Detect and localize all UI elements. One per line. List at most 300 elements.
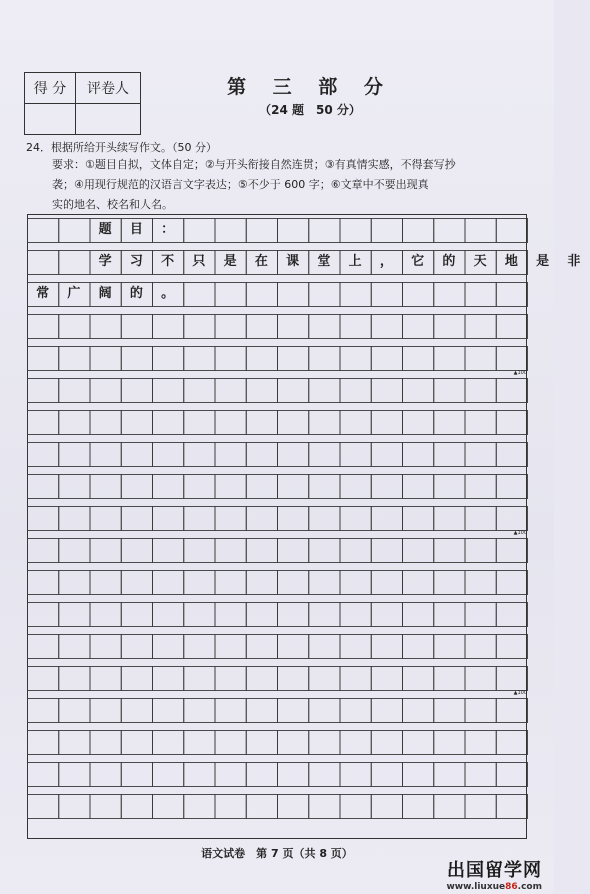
grid-cell <box>215 411 246 435</box>
grid-row <box>28 699 528 723</box>
grid-cell <box>121 347 152 371</box>
grid-cell <box>496 411 527 435</box>
grid-cell <box>121 699 152 723</box>
grid-cell <box>496 443 527 467</box>
grid-cell <box>309 443 340 467</box>
grid-char: 是 <box>223 254 237 269</box>
grid-cell <box>121 507 152 531</box>
grid-char: 是 <box>536 254 550 269</box>
grid-cell <box>309 347 340 371</box>
grid-cell <box>340 443 371 467</box>
score-box <box>24 72 141 135</box>
grid-cell <box>309 635 340 659</box>
grid-cell <box>371 731 402 755</box>
grid-cell <box>434 411 465 435</box>
grid-cell <box>465 315 496 339</box>
grid-cell <box>403 475 434 499</box>
grid-cell <box>59 539 90 563</box>
grid-cell <box>28 475 59 499</box>
grid-cell <box>403 731 434 755</box>
grid-char: 。 <box>161 286 175 301</box>
grid-row <box>28 763 528 787</box>
grid-cell <box>184 667 215 691</box>
grid-cell <box>309 763 340 787</box>
grid-cell <box>403 347 434 371</box>
grid-cell <box>215 571 246 595</box>
grid-cell <box>28 763 59 787</box>
grid-cell <box>90 667 121 691</box>
grid-cell <box>465 603 496 627</box>
grid-cell <box>59 795 90 819</box>
grid-cell <box>59 507 90 531</box>
grid-cell <box>153 411 184 435</box>
grid-cell <box>340 635 371 659</box>
grid-cell <box>465 411 496 435</box>
grid-cell <box>278 667 309 691</box>
grid-row <box>28 603 528 627</box>
grid-cell <box>121 731 152 755</box>
grid-char: 习 <box>129 254 143 269</box>
grid-cell <box>496 315 527 339</box>
grid-cell <box>215 315 246 339</box>
grid-cell <box>246 507 277 531</box>
grid-cell <box>340 731 371 755</box>
grid-cell <box>465 795 496 819</box>
grid-cell <box>59 571 90 595</box>
grid-cell <box>59 635 90 659</box>
watermark-title: 出国留学网 <box>447 860 542 881</box>
grid-cell <box>403 315 434 339</box>
grid-cell <box>278 603 309 627</box>
grid-cell <box>434 667 465 691</box>
grid-cell <box>153 539 184 563</box>
grid-cell <box>184 411 215 435</box>
grid-cell <box>371 507 402 531</box>
grid-cell <box>246 603 277 627</box>
grid-cell <box>215 667 246 691</box>
grid-cell <box>434 603 465 627</box>
grid-cell <box>28 411 59 435</box>
grid-char: ， <box>379 254 393 269</box>
grid-cell <box>153 763 184 787</box>
grid-cell <box>28 539 59 563</box>
grid-cell <box>496 507 527 531</box>
grid-cell <box>278 347 309 371</box>
grid-cell <box>184 603 215 627</box>
grid-cell <box>28 795 59 819</box>
grid-cell <box>153 699 184 723</box>
grid-cell <box>340 379 371 403</box>
grid-cell <box>371 635 402 659</box>
grader-cell[interactable] <box>76 104 141 135</box>
grid-cell <box>28 315 59 339</box>
grid-cell <box>28 507 59 531</box>
grid-cell <box>90 539 121 563</box>
grid-cell <box>496 379 527 403</box>
grid-cell <box>434 315 465 339</box>
grid-cell <box>184 539 215 563</box>
grid-cell <box>403 635 434 659</box>
grid-cell <box>371 603 402 627</box>
grid-cell <box>215 635 246 659</box>
grid-cell <box>90 507 121 531</box>
grid-cell <box>278 731 309 755</box>
grid-cell <box>278 571 309 595</box>
grid-cell <box>246 667 277 691</box>
grid-cell <box>278 443 309 467</box>
grid-cell <box>28 667 59 691</box>
grid-cell <box>403 411 434 435</box>
grid-cell <box>434 763 465 787</box>
grid-cell <box>121 315 152 339</box>
grid-cell <box>153 475 184 499</box>
grid-char: 阔 <box>98 286 112 301</box>
grid-char: 它 <box>411 254 425 269</box>
grid-row <box>28 507 528 531</box>
grid-cell <box>309 411 340 435</box>
grid-cell <box>59 411 90 435</box>
grid-cell <box>90 347 121 371</box>
grid-cell <box>371 699 402 723</box>
grid-cell <box>246 635 277 659</box>
grid-cell <box>278 315 309 339</box>
grid-cell <box>215 475 246 499</box>
grid-cell <box>496 571 527 595</box>
site-watermark <box>446 856 542 892</box>
grid-cell <box>371 475 402 499</box>
grid-cell <box>371 539 402 563</box>
grid-cell <box>90 699 121 723</box>
grid-cell <box>465 571 496 595</box>
grid-cell <box>215 763 246 787</box>
grid-char: 地 <box>504 254 518 269</box>
requirement-line-3: 实的地名、校名和人名。 <box>52 198 173 211</box>
grid-cell <box>215 795 246 819</box>
grid-cell <box>278 507 309 531</box>
grid-cell <box>371 571 402 595</box>
composition-grid[interactable] <box>27 214 581 838</box>
grid-cell <box>309 731 340 755</box>
grid-cell <box>59 731 90 755</box>
grid-cell <box>278 539 309 563</box>
word-count-mark-1: ▲100 <box>513 370 527 376</box>
grid-cell <box>371 763 402 787</box>
question-text: 24．根据所给开头续写作文。（50 分） <box>26 141 217 154</box>
grid-cell <box>465 635 496 659</box>
grid-cell <box>121 763 152 787</box>
grid-cell <box>215 347 246 371</box>
grid-row <box>28 475 528 499</box>
grid-frame <box>28 215 527 839</box>
grid-cell <box>184 763 215 787</box>
grid-cell <box>121 667 152 691</box>
grid-cell <box>184 507 215 531</box>
grid-row <box>28 315 528 339</box>
grid-cell <box>90 635 121 659</box>
grid-row <box>28 411 528 435</box>
grid-cell <box>90 731 121 755</box>
grid-char: 课 <box>286 254 300 269</box>
grid-cell <box>340 699 371 723</box>
grid-cell <box>278 699 309 723</box>
grid-cell <box>434 795 465 819</box>
grid-cell <box>153 507 184 531</box>
word-count-mark-3: ▲100 <box>513 690 527 696</box>
grid-char: 目 <box>129 222 143 237</box>
grid-cell <box>153 635 184 659</box>
grid-cell <box>246 347 277 371</box>
grid-cell <box>340 667 371 691</box>
grid-cell <box>184 379 215 403</box>
grid-cell <box>28 731 59 755</box>
grid-cell <box>434 539 465 563</box>
grid-cell <box>309 699 340 723</box>
grid-cell <box>434 379 465 403</box>
grid-cell <box>153 379 184 403</box>
grid-cell <box>465 379 496 403</box>
grid-cell <box>371 315 402 339</box>
requirement-line-1: 要求：①题目自拟，文体自定；②与开头衔接自然连贯；③有真情实感，不得套写抄 <box>52 158 456 171</box>
grid-char: 非 <box>567 254 581 269</box>
grid-char: 在 <box>254 254 268 269</box>
grid-row <box>28 731 528 755</box>
grid-cell <box>496 539 527 563</box>
grid-cell <box>371 667 402 691</box>
grid-cell <box>309 603 340 627</box>
grid-cell <box>403 795 434 819</box>
grid-cell <box>496 795 527 819</box>
grid-cell <box>184 475 215 499</box>
grid-cell <box>465 507 496 531</box>
score-label: 得 分 <box>25 73 76 104</box>
grid-cell <box>403 667 434 691</box>
grid-cell <box>278 795 309 819</box>
grid-row <box>28 347 528 371</box>
grid-cell <box>465 347 496 371</box>
grid-cell <box>246 571 277 595</box>
grid-char: 的 <box>129 286 143 301</box>
grid-row <box>28 667 528 691</box>
grid-row <box>28 539 528 563</box>
grid-cell <box>153 603 184 627</box>
grid-cell <box>465 763 496 787</box>
grid-cell <box>246 411 277 435</box>
grid-cell <box>340 475 371 499</box>
grid-cell <box>90 763 121 787</box>
grid-cell <box>309 667 340 691</box>
grid-cell <box>465 667 496 691</box>
grid-cell <box>28 603 59 627</box>
grid-cell <box>496 763 527 787</box>
grid-cell <box>340 763 371 787</box>
requirement-line-2: 袭；④用现行规范的汉语言文字表达；⑤不少于 600 字；⑥文章中不要出现真 <box>52 178 429 191</box>
grid-char: 堂 <box>317 254 331 269</box>
grid-cell <box>59 347 90 371</box>
grid-char: 常 <box>36 286 50 301</box>
grid-cell <box>90 443 121 467</box>
grid-cell <box>246 315 277 339</box>
grid-cell <box>278 379 309 403</box>
grid-cell <box>121 539 152 563</box>
grid-cell <box>340 603 371 627</box>
grid-cell <box>403 763 434 787</box>
grid-cell <box>90 795 121 819</box>
grid-cell <box>90 475 121 499</box>
grid-cell <box>59 699 90 723</box>
grid-cell <box>90 411 121 435</box>
score-cell[interactable] <box>25 104 76 135</box>
grid-cell <box>215 443 246 467</box>
grid-cell <box>340 411 371 435</box>
grid-cell <box>153 731 184 755</box>
grid-cell <box>309 507 340 531</box>
grid-cell <box>496 731 527 755</box>
grid-cell <box>309 539 340 563</box>
grid-char: 天 <box>473 254 487 269</box>
grid-cell <box>121 411 152 435</box>
grid-cell <box>59 667 90 691</box>
grid-char: 题 <box>98 222 112 237</box>
grid-cell <box>309 571 340 595</box>
grid-cell <box>59 763 90 787</box>
grid-cell <box>184 315 215 339</box>
grid-char: 学 <box>98 254 112 269</box>
grid-cell <box>309 795 340 819</box>
grid-cell <box>28 443 59 467</box>
grid-cell <box>246 539 277 563</box>
page-footer: 语文试卷 第 7 页（共 8 页） <box>201 847 353 860</box>
grid-cell <box>246 443 277 467</box>
grid-cell <box>121 379 152 403</box>
grid-cell <box>184 699 215 723</box>
grid-cell <box>184 571 215 595</box>
grid-cell <box>184 443 215 467</box>
grid-char: 上 <box>348 254 362 269</box>
grid-cell <box>434 731 465 755</box>
grid-cell <box>28 571 59 595</box>
grid-cell <box>278 635 309 659</box>
text-row-2 <box>27 282 527 306</box>
grid-cell <box>340 539 371 563</box>
grid-cell <box>90 315 121 339</box>
grid-row <box>28 379 528 403</box>
grid-cell <box>309 475 340 499</box>
grid-cell <box>278 763 309 787</box>
grid-cell <box>434 347 465 371</box>
grid-cell <box>153 667 184 691</box>
grid-cell <box>465 539 496 563</box>
grid-cell <box>246 475 277 499</box>
grid-row <box>28 443 528 467</box>
grid-cell <box>121 635 152 659</box>
grid-cell <box>121 795 152 819</box>
grid-cell <box>121 475 152 499</box>
grid-cell <box>434 507 465 531</box>
grid-cell <box>403 539 434 563</box>
grid-cell <box>278 475 309 499</box>
grid-cell <box>434 443 465 467</box>
watermark-url: www.liuxue86.com <box>446 882 542 892</box>
grid-char: 广 <box>67 286 81 301</box>
grid-cell <box>153 571 184 595</box>
grid-cell <box>59 315 90 339</box>
grid-cell <box>340 795 371 819</box>
grid-char: 不 <box>161 254 175 269</box>
grader-label: 评卷人 <box>76 73 141 104</box>
grid-cell <box>215 603 246 627</box>
grid-cell <box>90 603 121 627</box>
grid-cell <box>465 443 496 467</box>
grid-char: 只 <box>192 254 206 269</box>
grid-cell <box>59 475 90 499</box>
grid-row <box>28 795 528 819</box>
grid-cell <box>403 603 434 627</box>
grid-cell <box>28 699 59 723</box>
text-row-1 <box>27 250 581 274</box>
grid-cell <box>121 571 152 595</box>
grid-char: ： <box>161 222 175 237</box>
grid-cell <box>153 795 184 819</box>
grid-cell <box>434 699 465 723</box>
grid-lines <box>27 214 527 838</box>
grid-cell <box>153 443 184 467</box>
grid-cell <box>215 507 246 531</box>
grid-cell <box>246 763 277 787</box>
grid-cell <box>59 379 90 403</box>
grid-cell <box>215 699 246 723</box>
grid-cell <box>153 315 184 339</box>
grid-cell <box>340 315 371 339</box>
grid-cell <box>184 347 215 371</box>
grid-cell <box>371 411 402 435</box>
grid-cell <box>28 347 59 371</box>
grid-cell <box>496 603 527 627</box>
grid-cell <box>496 475 527 499</box>
grid-cell <box>465 699 496 723</box>
grid-cell <box>340 347 371 371</box>
grid-cell <box>403 507 434 531</box>
word-count-mark-2: ▲100 <box>513 530 527 536</box>
part-subtitle: （24 题 50 分） <box>259 103 361 117</box>
grid-cell <box>90 379 121 403</box>
grid-cell <box>59 603 90 627</box>
grid-cell <box>309 315 340 339</box>
grid-cell <box>465 475 496 499</box>
grid-cell <box>184 635 215 659</box>
grid-cell <box>465 731 496 755</box>
grid-cell <box>309 379 340 403</box>
title-row <box>27 218 527 242</box>
grid-cell <box>215 731 246 755</box>
grid-cell <box>121 603 152 627</box>
grid-cell <box>434 635 465 659</box>
grid-cell <box>246 731 277 755</box>
grid-cell <box>246 795 277 819</box>
grid-cell <box>371 347 402 371</box>
grid-cell <box>215 379 246 403</box>
grid-cell <box>246 379 277 403</box>
grid-cell <box>215 539 246 563</box>
grid-cell <box>403 379 434 403</box>
grid-cell <box>403 571 434 595</box>
grid-char: 的 <box>442 254 456 269</box>
grid-cell <box>434 475 465 499</box>
grid-cell <box>496 635 527 659</box>
grid-cell <box>403 443 434 467</box>
requirements <box>52 155 524 215</box>
grid-cell <box>403 699 434 723</box>
grid-cell <box>340 571 371 595</box>
